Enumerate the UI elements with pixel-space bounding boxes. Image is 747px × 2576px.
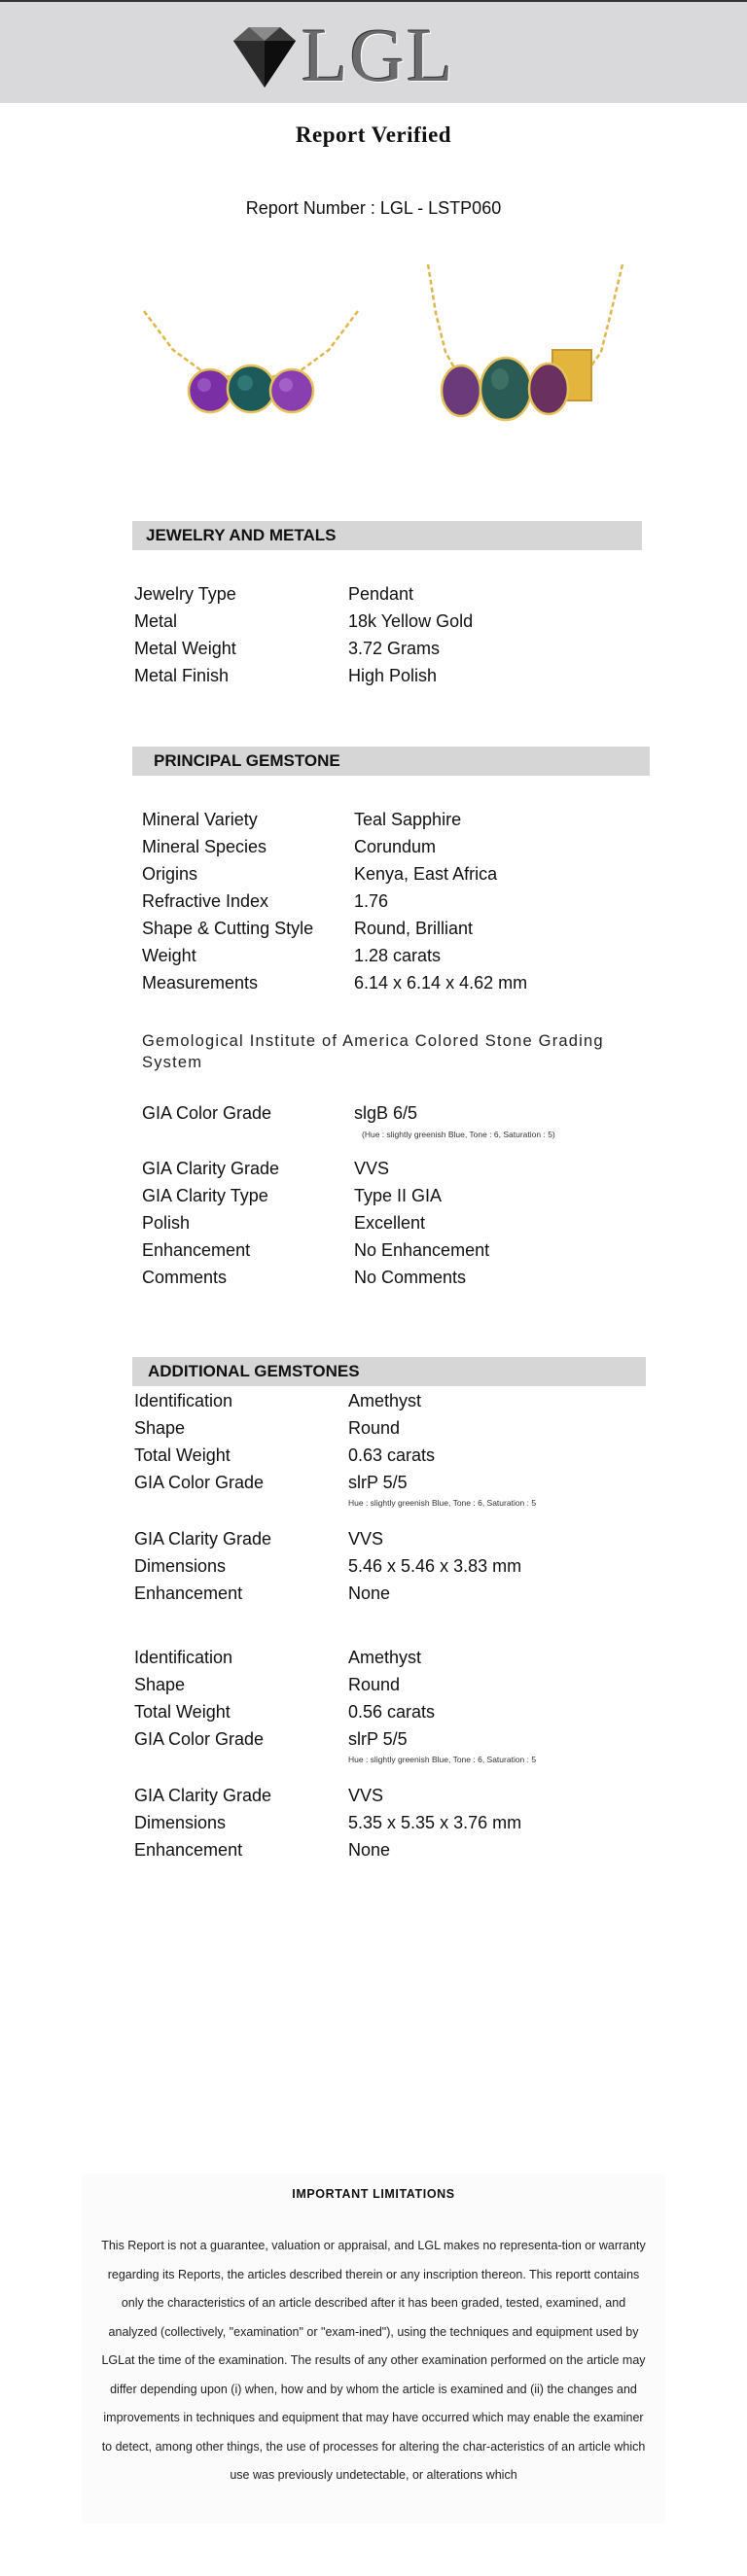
limitations-body: This Report is not a guarantee, valuation or appraisal, and LGL makes no representa-tion or warranty regarding its Reports, the articles described therein or any inscription thereon. This reportt contains only the characteristics of an article described after it has been graded, tested, examined, and analyzed (collectively, "examination" or "exam-ined"), using the techniques and equipment used by LGLat the time of the examination. The results of any other examination performed on the article may differ depending upon (i) when, how and by whom the article is examined and (ii) the changes and improvements in techniques and equipment that may have occurred which may enable the examiner to detect, among other things, the use of processes for altering the char-acteristics of an article which use was previously undetectable, or alterations which: [101, 2239, 646, 2482]
row-label: Total Weight: [134, 1702, 231, 1722]
row-value: 1.28 carats: [354, 946, 442, 965]
row-value: slrP 5/5: [348, 1729, 408, 1749]
row-value: Kenya, East Africa: [354, 864, 498, 884]
row-label: Comments: [142, 1268, 228, 1287]
row-label: GIA Clarity Grade: [134, 1786, 272, 1805]
row-label: GIA Clarity Type: [142, 1186, 268, 1205]
row-label: Measurements: [142, 973, 259, 992]
row-label: Weight: [142, 946, 196, 965]
row-value: No Enhancement: [354, 1240, 490, 1260]
row-value: 5.35 x 5.35 x 3.76 mm: [348, 1813, 522, 1832]
row-label: Enhancement: [134, 1840, 243, 1860]
row-value: VVS: [354, 1159, 390, 1178]
section-header-label: JEWELRY AND METALS: [146, 526, 337, 544]
row-value: 0.63 carats: [348, 1445, 436, 1465]
row-label: Metal Finish: [134, 666, 230, 685]
row-label: Enhancement: [142, 1240, 251, 1260]
diamond-icon: [226, 19, 303, 97]
header-bar: [0, 0, 747, 103]
section-header-label: ADDITIONAL GEMSTONES: [148, 1362, 360, 1380]
product-image-front: [134, 282, 368, 447]
limitations-box: [82, 2174, 665, 2524]
row-value: Amethyst: [348, 1648, 422, 1667]
row-value: VVS: [348, 1786, 384, 1805]
row-value: High Polish: [348, 666, 438, 685]
page-title: Report Verified: [295, 122, 452, 147]
row-value: No Comments: [354, 1268, 467, 1287]
row-value: Round: [348, 1675, 401, 1694]
limitations-title: IMPORTANT LIMITATIONS: [292, 2187, 455, 2201]
row-label: Identification: [134, 1648, 233, 1667]
lgl-logo: [226, 13, 479, 97]
row-value: Excellent: [354, 1213, 426, 1233]
row-label: Mineral Species: [142, 837, 267, 856]
row-value: 5.46 x 5.46 x 3.83 mm: [348, 1556, 522, 1576]
row-label: Shape: [134, 1418, 186, 1438]
row-value: Round, Brilliant: [354, 919, 474, 938]
row-label: Metal Weight: [134, 639, 236, 658]
section-header-principal: [132, 747, 650, 776]
row-label: Metal: [134, 611, 178, 631]
row-value: 0.56 carats: [348, 1702, 436, 1722]
gia-grading-title: Gemological Institute of America Colored Stone Grading System: [142, 1032, 604, 1071]
row-value: Pendant: [348, 584, 414, 604]
row-value: VVS: [348, 1529, 384, 1549]
section-header-jewelry: [132, 521, 642, 550]
hue-note: Hue : slightly greenish Blue, Tone : 6, Saturation : 5: [348, 1755, 537, 1764]
row-label: Identification: [134, 1391, 233, 1410]
row-value: Round: [348, 1418, 401, 1438]
row-label: GIA Clarity Grade: [134, 1529, 272, 1549]
row-label: Shape: [134, 1675, 186, 1694]
row-value: 6.14 x 6.14 x 4.62 mm: [354, 973, 528, 992]
row-value: Corundum: [354, 837, 437, 856]
section-header-label: PRINCIPAL GEMSTONE: [154, 751, 340, 770]
section-header-additional: [132, 1357, 646, 1386]
row-label: Origins: [142, 864, 198, 884]
row-label: Refractive Index: [142, 891, 269, 911]
row-label: Dimensions: [134, 1556, 227, 1576]
row-value: None: [348, 1584, 391, 1603]
hue-note: (Hue : slightly greenish Blue, Tone : 6, Saturation : 5): [362, 1130, 555, 1139]
row-value: Type II GIA: [354, 1186, 443, 1205]
row-label: GIA Color Grade: [134, 1473, 265, 1492]
row-label: Jewelry Type: [134, 584, 236, 604]
row-label: Enhancement: [134, 1584, 243, 1603]
row-value: slgB 6/5: [354, 1103, 418, 1123]
report-number: Report Number : LGL - LSTP060: [245, 198, 502, 218]
row-value: Amethyst: [348, 1391, 422, 1410]
row-label: GIA Color Grade: [142, 1103, 272, 1123]
row-value: Teal Sapphire: [354, 810, 462, 829]
row-value: slrP 5/5: [348, 1473, 408, 1492]
row-label: Total Weight: [134, 1445, 231, 1465]
row-value: 1.76: [354, 891, 389, 911]
row-label: GIA Clarity Grade: [142, 1159, 280, 1178]
row-label: Dimensions: [134, 1813, 227, 1832]
row-label: GIA Color Grade: [134, 1729, 265, 1749]
row-label: Polish: [142, 1213, 191, 1233]
row-value: 18k Yellow Gold: [348, 611, 474, 631]
product-image-angle: [407, 255, 640, 449]
row-label: Shape & Cutting Style: [142, 919, 314, 938]
logo-text: LGL: [302, 13, 455, 97]
row-label: Mineral Variety: [142, 810, 258, 829]
hue-note: Hue : slightly greenish Blue, Tone : 6, Saturation : 5: [348, 1498, 537, 1508]
row-value: None: [348, 1840, 391, 1860]
row-value: 3.72 Grams: [348, 639, 441, 658]
